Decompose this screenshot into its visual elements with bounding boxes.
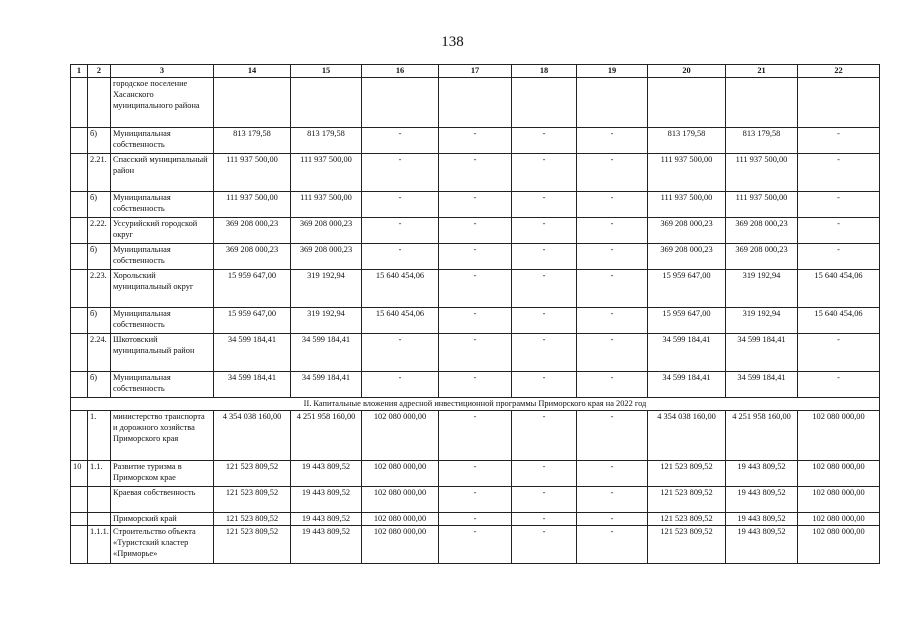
value-cell xyxy=(577,78,648,128)
row-number-cell xyxy=(71,128,88,154)
value-cell: - xyxy=(577,513,648,526)
value-cell: 15 959 647,00 xyxy=(648,308,726,334)
value-cell: 369 208 000,23 xyxy=(214,244,291,270)
value-cell: - xyxy=(512,244,577,270)
value-cell: 34 599 184,41 xyxy=(291,334,362,372)
value-cell: - xyxy=(512,308,577,334)
value-cell: - xyxy=(439,372,512,398)
value-cell: 102 080 000,00 xyxy=(798,526,880,564)
table-row xyxy=(71,218,880,244)
item-name-cell: Уссурийский городской округ xyxy=(111,218,214,244)
row-number-cell xyxy=(71,526,88,564)
column-header: 16 xyxy=(362,65,439,78)
value-cell: - xyxy=(798,334,880,372)
value-cell: - xyxy=(798,154,880,192)
row-number-cell xyxy=(71,411,88,461)
value-cell xyxy=(362,78,439,128)
value-cell: - xyxy=(577,270,648,308)
value-cell: - xyxy=(577,308,648,334)
value-cell: 111 937 500,00 xyxy=(291,154,362,192)
value-cell: 4 354 038 160,00 xyxy=(214,411,291,461)
row-number-cell xyxy=(71,372,88,398)
value-cell: 34 599 184,41 xyxy=(726,334,798,372)
table-row xyxy=(71,487,880,513)
item-name-cell: Развитие туризма в Приморском крае xyxy=(111,461,214,487)
row-number-cell xyxy=(71,154,88,192)
value-cell: - xyxy=(439,192,512,218)
value-cell: 15 640 454,06 xyxy=(362,308,439,334)
value-cell: - xyxy=(577,487,648,513)
section-heading: II. Капитальные вложения адресной инвестиционной программы Приморского края на 2022 год xyxy=(71,398,880,411)
value-cell: 813 179,58 xyxy=(214,128,291,154)
value-cell: - xyxy=(798,372,880,398)
value-cell: - xyxy=(362,244,439,270)
value-cell: 369 208 000,23 xyxy=(726,244,798,270)
value-cell xyxy=(512,78,577,128)
table-row xyxy=(71,244,880,270)
table-row xyxy=(71,192,880,218)
row-number-cell xyxy=(71,192,88,218)
row-number-cell xyxy=(71,334,88,372)
value-cell: 111 937 500,00 xyxy=(214,154,291,192)
value-cell: 111 937 500,00 xyxy=(726,154,798,192)
item-index-cell xyxy=(88,487,111,513)
value-cell: - xyxy=(577,526,648,564)
value-cell: 319 192,94 xyxy=(726,308,798,334)
item-name-cell: Приморский край xyxy=(111,513,214,526)
value-cell: 102 080 000,00 xyxy=(362,461,439,487)
value-cell: 121 523 809,52 xyxy=(648,461,726,487)
value-cell: 19 443 809,52 xyxy=(291,513,362,526)
item-index-cell: б) xyxy=(88,192,111,218)
value-cell: 111 937 500,00 xyxy=(648,192,726,218)
column-header: 15 xyxy=(291,65,362,78)
value-cell: - xyxy=(439,513,512,526)
item-name-cell: городское поселение Хасанского муниципального района xyxy=(111,78,214,128)
item-index-cell: 2.22. xyxy=(88,218,111,244)
column-header: 14 xyxy=(214,65,291,78)
section-heading-row xyxy=(71,398,880,411)
header-row xyxy=(71,65,880,78)
value-cell: - xyxy=(362,372,439,398)
column-header: 22 xyxy=(798,65,880,78)
value-cell: 15 959 647,00 xyxy=(214,308,291,334)
value-cell: - xyxy=(798,192,880,218)
item-index-cell: 1.1.1. xyxy=(88,526,111,564)
item-index-cell: б) xyxy=(88,244,111,270)
value-cell: - xyxy=(512,411,577,461)
value-cell: 369 208 000,23 xyxy=(726,218,798,244)
value-cell: 121 523 809,52 xyxy=(648,513,726,526)
value-cell xyxy=(648,78,726,128)
value-cell: - xyxy=(439,218,512,244)
table-row xyxy=(71,308,880,334)
item-name-cell: Шкотовский муниципальный район xyxy=(111,334,214,372)
value-cell: 121 523 809,52 xyxy=(214,513,291,526)
value-cell: 369 208 000,23 xyxy=(291,218,362,244)
table-row xyxy=(71,128,880,154)
value-cell: - xyxy=(577,154,648,192)
value-cell: 102 080 000,00 xyxy=(362,487,439,513)
value-cell: - xyxy=(512,487,577,513)
value-cell: 102 080 000,00 xyxy=(798,411,880,461)
value-cell: 121 523 809,52 xyxy=(214,487,291,513)
value-cell: 4 251 958 160,00 xyxy=(726,411,798,461)
value-cell: - xyxy=(439,128,512,154)
table-row xyxy=(71,411,880,461)
value-cell: 15 640 454,06 xyxy=(798,270,880,308)
value-cell: 19 443 809,52 xyxy=(291,487,362,513)
value-cell: 102 080 000,00 xyxy=(798,461,880,487)
value-cell: - xyxy=(439,526,512,564)
item-name-cell: Муниципальная собственность xyxy=(111,192,214,218)
value-cell: - xyxy=(512,513,577,526)
value-cell: 102 080 000,00 xyxy=(798,513,880,526)
value-cell: - xyxy=(512,128,577,154)
item-name-cell: Строительство объекта «Туристский кластер «Приморье» xyxy=(111,526,214,564)
value-cell: - xyxy=(362,192,439,218)
value-cell xyxy=(798,78,880,128)
value-cell: - xyxy=(439,461,512,487)
value-cell: 102 080 000,00 xyxy=(362,513,439,526)
table-row xyxy=(71,154,880,192)
value-cell xyxy=(214,78,291,128)
item-name-cell: Спасский муниципальный район xyxy=(111,154,214,192)
value-cell: - xyxy=(439,334,512,372)
value-cell: - xyxy=(512,372,577,398)
value-cell: 4 354 038 160,00 xyxy=(648,411,726,461)
value-cell xyxy=(439,78,512,128)
item-name-cell: Хорольский муниципальный округ xyxy=(111,270,214,308)
item-index-cell xyxy=(88,78,111,128)
value-cell: 121 523 809,52 xyxy=(214,461,291,487)
table-row xyxy=(71,526,880,564)
item-index-cell: б) xyxy=(88,372,111,398)
row-number-cell xyxy=(71,308,88,334)
table-row xyxy=(71,78,880,128)
value-cell: - xyxy=(512,154,577,192)
value-cell: 19 443 809,52 xyxy=(726,513,798,526)
value-cell: 19 443 809,52 xyxy=(726,526,798,564)
value-cell: - xyxy=(577,411,648,461)
row-number-cell xyxy=(71,244,88,270)
value-cell: 369 208 000,23 xyxy=(291,244,362,270)
value-cell xyxy=(726,78,798,128)
value-cell: 813 179,58 xyxy=(291,128,362,154)
value-cell: 121 523 809,52 xyxy=(648,487,726,513)
value-cell: 15 640 454,06 xyxy=(798,308,880,334)
value-cell: - xyxy=(577,372,648,398)
value-cell: - xyxy=(577,218,648,244)
page-number: 138 xyxy=(441,34,464,50)
data-table xyxy=(70,64,880,564)
value-cell: - xyxy=(362,218,439,244)
value-cell: 102 080 000,00 xyxy=(362,411,439,461)
value-cell: - xyxy=(439,154,512,192)
value-cell: 34 599 184,41 xyxy=(214,372,291,398)
column-header: 19 xyxy=(577,65,648,78)
column-header: 17 xyxy=(439,65,512,78)
column-header: 3 xyxy=(111,65,214,78)
value-cell: - xyxy=(439,487,512,513)
value-cell: 813 179,58 xyxy=(648,128,726,154)
item-name-cell: Муниципальная собственность xyxy=(111,308,214,334)
value-cell: - xyxy=(362,334,439,372)
value-cell: - xyxy=(439,244,512,270)
column-header: 18 xyxy=(512,65,577,78)
value-cell: - xyxy=(577,334,648,372)
value-cell: 34 599 184,41 xyxy=(648,334,726,372)
value-cell: - xyxy=(577,128,648,154)
value-cell: 19 443 809,52 xyxy=(726,461,798,487)
value-cell: 369 208 000,23 xyxy=(214,218,291,244)
value-cell: 369 208 000,23 xyxy=(648,244,726,270)
value-cell: 111 937 500,00 xyxy=(214,192,291,218)
row-number-cell xyxy=(71,78,88,128)
table-row xyxy=(71,513,880,526)
value-cell: 102 080 000,00 xyxy=(362,526,439,564)
value-cell: 15 640 454,06 xyxy=(362,270,439,308)
table-row xyxy=(71,372,880,398)
column-header: 1 xyxy=(71,65,88,78)
value-cell: 34 599 184,41 xyxy=(726,372,798,398)
value-cell: - xyxy=(577,192,648,218)
column-header: 20 xyxy=(648,65,726,78)
value-cell: 19 443 809,52 xyxy=(291,526,362,564)
value-cell: - xyxy=(512,270,577,308)
value-cell: - xyxy=(798,128,880,154)
item-name-cell: Краевая собственность xyxy=(111,487,214,513)
column-header: 2 xyxy=(88,65,111,78)
value-cell: - xyxy=(439,270,512,308)
item-index-cell: 2.23. xyxy=(88,270,111,308)
row-number-cell xyxy=(71,513,88,526)
value-cell: - xyxy=(512,461,577,487)
value-cell: 121 523 809,52 xyxy=(214,526,291,564)
item-index-cell: 1. xyxy=(88,411,111,461)
item-index-cell: 1.1. xyxy=(88,461,111,487)
row-number-cell xyxy=(71,487,88,513)
value-cell: - xyxy=(512,218,577,244)
value-cell: 319 192,94 xyxy=(291,308,362,334)
value-cell: - xyxy=(798,218,880,244)
value-cell: - xyxy=(512,192,577,218)
value-cell: 4 251 958 160,00 xyxy=(291,411,362,461)
value-cell: 319 192,94 xyxy=(726,270,798,308)
value-cell: 102 080 000,00 xyxy=(798,487,880,513)
value-cell: 111 937 500,00 xyxy=(726,192,798,218)
value-cell: 15 959 647,00 xyxy=(648,270,726,308)
value-cell: 34 599 184,41 xyxy=(648,372,726,398)
value-cell: 369 208 000,23 xyxy=(648,218,726,244)
value-cell: - xyxy=(512,526,577,564)
column-header: 21 xyxy=(726,65,798,78)
value-cell: 34 599 184,41 xyxy=(214,334,291,372)
item-index-cell: 2.24. xyxy=(88,334,111,372)
item-name-cell: Муниципальная собственность xyxy=(111,128,214,154)
item-index-cell xyxy=(88,513,111,526)
value-cell: 19 443 809,52 xyxy=(726,487,798,513)
value-cell: - xyxy=(362,154,439,192)
value-cell: 15 959 647,00 xyxy=(214,270,291,308)
value-cell: - xyxy=(439,308,512,334)
item-name-cell: Муниципальная собственность xyxy=(111,244,214,270)
table-row xyxy=(71,270,880,308)
value-cell: 813 179,58 xyxy=(726,128,798,154)
value-cell: - xyxy=(577,461,648,487)
item-index-cell: б) xyxy=(88,308,111,334)
row-number-cell xyxy=(71,270,88,308)
value-cell: 319 192,94 xyxy=(291,270,362,308)
value-cell: - xyxy=(577,244,648,270)
item-name-cell: министерство транспорта и дорожного хозяйства Приморского края xyxy=(111,411,214,461)
table-row xyxy=(71,461,880,487)
item-name-cell: Муниципальная собственность xyxy=(111,372,214,398)
row-number-cell xyxy=(71,218,88,244)
value-cell: 19 443 809,52 xyxy=(291,461,362,487)
value-cell: - xyxy=(362,128,439,154)
row-number-cell: 10 xyxy=(71,461,88,487)
value-cell: 34 599 184,41 xyxy=(291,372,362,398)
table-row xyxy=(71,334,880,372)
value-cell: - xyxy=(798,244,880,270)
value-cell: 111 937 500,00 xyxy=(648,154,726,192)
item-index-cell: б) xyxy=(88,128,111,154)
value-cell xyxy=(291,78,362,128)
value-cell: - xyxy=(512,334,577,372)
value-cell: - xyxy=(439,411,512,461)
item-index-cell: 2.21. xyxy=(88,154,111,192)
value-cell: 111 937 500,00 xyxy=(291,192,362,218)
value-cell: 121 523 809,52 xyxy=(648,526,726,564)
